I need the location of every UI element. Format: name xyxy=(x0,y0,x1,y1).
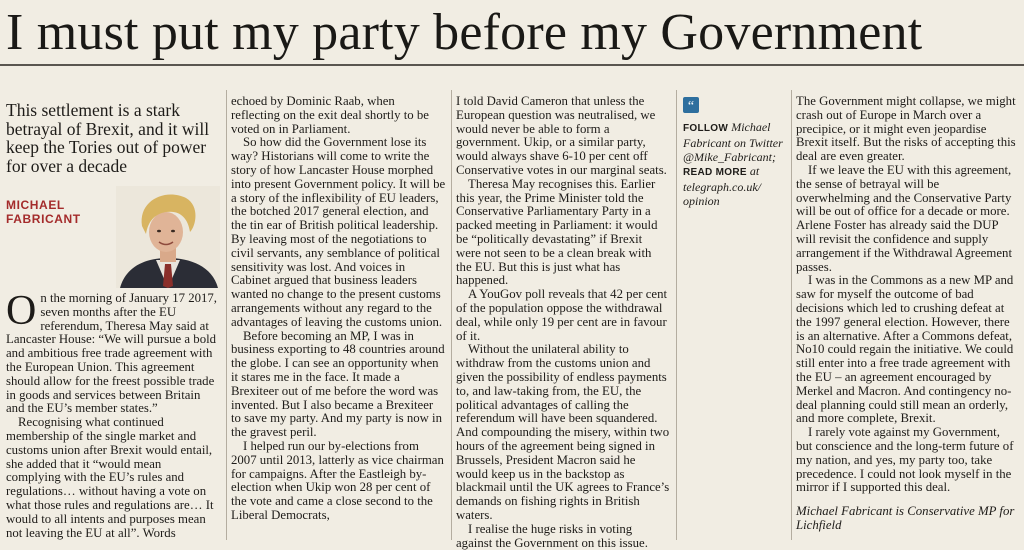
paragraph: If we leave the EU with this agreement, the sense of betrayal will be overwhelming and the Conservative Party will be out of office for a decade or more. Arlene Foster has already said the DUP will revisit the confidence and supply arrangement if the Withdrawal Agreement passes. xyxy=(796,162,1012,274)
dropcap: O xyxy=(6,288,37,334)
author-photo xyxy=(116,186,220,288)
paragraph: I was in the Commons as a new MP and saw for myself the outcome of bad decisions which led to crushing defeat at the 1997 general election. However, there is an alternative. After a Commons defeat, No10 could regain the initiative. We could still enter into a free trade agreement with the EU – an agreement encouraged by Merkel and Macron. And contingency no-deal planning could still mean an orderly, and more complete, Brexit. xyxy=(796,273,1014,426)
paragraph xyxy=(6,288,218,416)
article-column-1 xyxy=(6,288,218,540)
paragraph: Theresa May recognises this. Earlier this year, the Prime Minister told the Conservative Parliamentary Party in a packed meeting in Parliament: it would be “politically devastating” if Brexit were not seen to be a clean break with the EU. But this is just what has happened. xyxy=(456,176,658,288)
paragraph: echoed by Dominic Raab, when reflecting on the exit deal shortly to be voted on in Parliament. xyxy=(231,94,429,136)
article-column-2 xyxy=(231,95,446,523)
paragraph: I helped run our by-elections from 2007 until 2013, latterly as vice chairman for campaigns. After the Eastleigh by-election when Ukip won 28 per cent of the vote and came a close second to the Liberal Democrats, xyxy=(231,438,444,522)
headline: I must put my party before my Government xyxy=(6,4,923,61)
author-signoff: Michael Fabricant is Conservative MP for Lichfield xyxy=(796,504,1015,532)
paragraph: Before becoming an MP, I was in business exporting to 48 countries around the globe. I can see an opportunity when it stares me in the face. It made a Brexiteer out of me before the word was invented. But I also became a Brexiteer to save my party. And my party is now in the gravest peril. xyxy=(231,328,445,440)
read-more-label: READ MORE xyxy=(683,167,750,178)
follow-text[interactable]: Michael Fabricant on Twitter @Mike_Fabricant; xyxy=(683,120,783,164)
paragraph-text: n the morning of January 17 2017, seven months after the EU referendum, Theresa May said at Lancaster House: “We will pursue a bold and ambitious free trade agreement with the European Union. This agreement should allow for the freest possible trade in goods and services between Britain and the EU’s member states.” xyxy=(6,291,217,416)
paragraph: I rarely vote against my Government, but conscience and the long-term future of my nation, and yes, my party too, take precedence. I could not look myself in the mirror if I supported this deal. xyxy=(796,425,1014,495)
headline-rule xyxy=(0,64,1024,66)
standfirst: This settlement is a stark betrayal of Brexit, and it will keep the Tories out of power for over a decade xyxy=(6,100,210,176)
paragraph: The Government might collapse, we might crash out of Europe in March over a precipice, or it might even jeopardise Brexit itself. But the risks of accepting this deal are even greater. xyxy=(796,94,1016,164)
author-byline xyxy=(6,198,111,226)
paragraph: I realise the huge risks in voting against the Government on this issue. xyxy=(456,521,648,550)
follow-promo xyxy=(683,97,789,208)
column-divider xyxy=(451,90,452,540)
paragraph: So how did the Government lose its way? Historians will come to write the story of how Lancaster House morphed into present Government policy. It will be a story of the inflexibility of EU leaders, the botched 2017 general election, and the tin ear of British political leadership. By leaving most of the negotiations to civil servants, any semblance of political sensitivity was lost. And voices in Cabinet argued that business leaders wanted no change to the present customs arrangements without any regard to the advantages of leaving the customs union. xyxy=(231,135,446,329)
column-divider xyxy=(226,90,227,540)
svg-text:“: “ xyxy=(687,99,695,113)
article-column-5 xyxy=(796,95,1016,533)
author-portrait-illustration xyxy=(116,186,220,288)
paragraph: Without the unilateral ability to withdraw from the customs union and given the possibility of endless payments to, and law-taking from, the EU, the political advantages of calling the referendum will have been squandered. And compounding the misery, within two hours of the agreement being signed in Brussels, President Macron said he would keep us in the backstop as blackmail until the UK agrees to France’s demands on fishing rights in British waters. xyxy=(456,342,670,522)
paragraph: I told David Cameron that unless the European question was neutralised, we would never be able to form a government. Ukip, or a similar party, would always shave 6-10 per cent off Conservative votes in our marginal seats. xyxy=(456,94,667,177)
author-first-name: MICHAEL xyxy=(6,198,65,212)
paragraph: Recognising what continued membership of the single market and customs union after Brexit would entail, she added that it “would mean complying with the EU’s rules and regulations… without having a vote on what those rules and regulations are… It would to all intents and purposes mean not leaving the EU at all”. Words xyxy=(6,415,214,540)
follow-label: FOLLOW xyxy=(683,123,732,134)
paragraph: A YouGov poll reveals that 42 per cent of the population oppose the withdrawal deal, while only 19 per cent are in favour of it. xyxy=(456,287,668,343)
column-divider xyxy=(676,90,677,540)
author-last-name: FABRICANT xyxy=(6,212,81,226)
read-more-link[interactable]: at telegraph.co.uk/ opinion xyxy=(683,164,761,208)
quote-icon xyxy=(683,97,789,116)
article-column-3 xyxy=(456,95,670,550)
column-divider xyxy=(791,90,792,540)
